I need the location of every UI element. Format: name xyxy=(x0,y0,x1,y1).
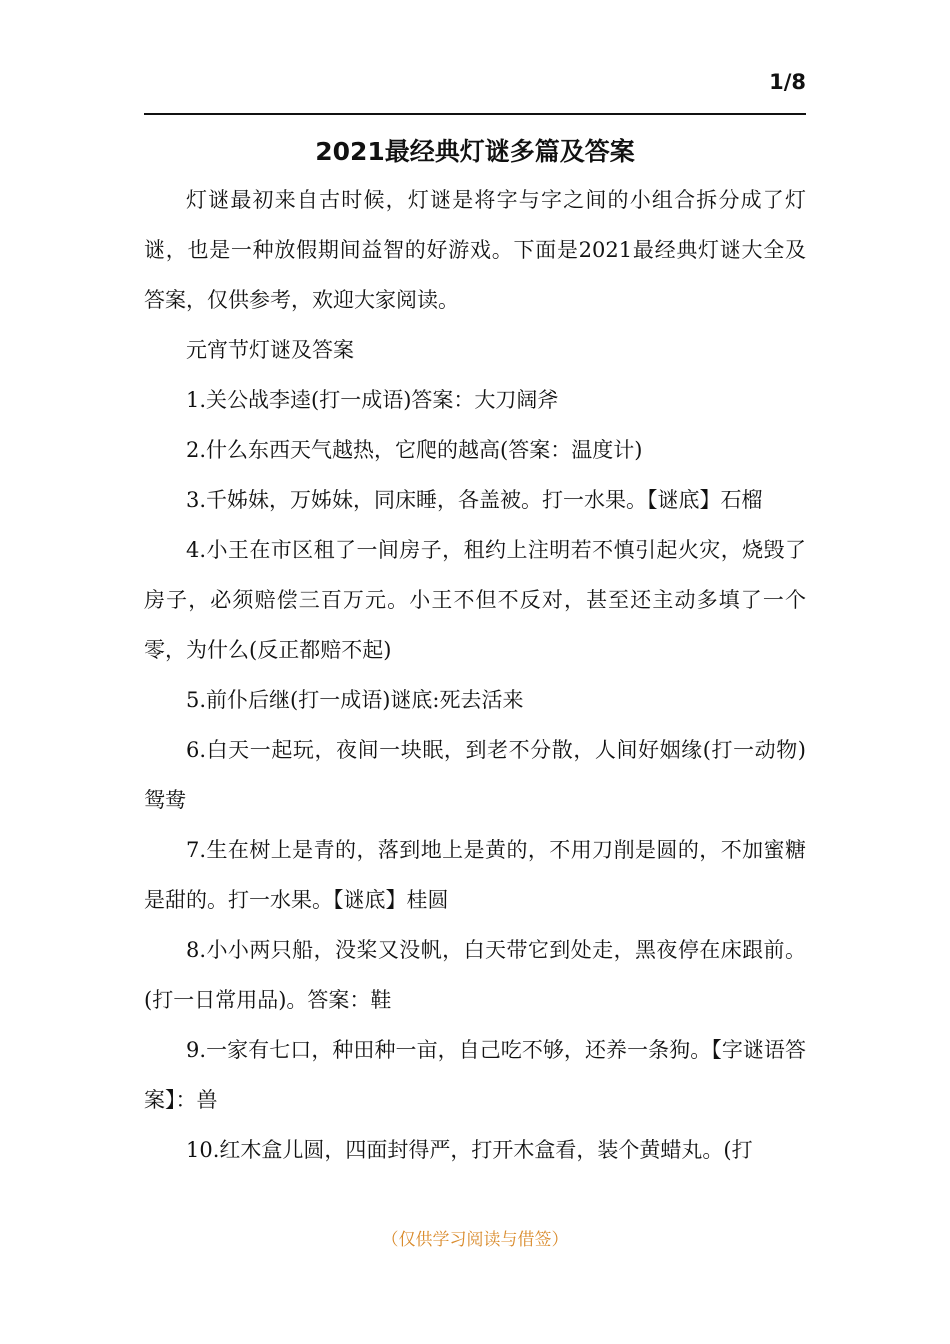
footer-note: （仅供学习阅读与借签） xyxy=(381,1230,569,1250)
page-number: 1/8 xyxy=(769,70,806,94)
document-title: 2021最经典灯谜多篇及答案 xyxy=(315,137,635,166)
riddle-item: 7.生在树上是青的，落到地上是黄的，不用刀削是圆的，不加蜜糖是甜的。打一水果。【谜底】桂圆 xyxy=(144,838,806,912)
header-divider xyxy=(144,113,806,115)
document-body xyxy=(144,175,806,1175)
riddle-item: 5.前仆后继(打一成语)谜底:死去活来 xyxy=(186,688,524,712)
riddle-item: 10.红木盒儿圆，四面封得严，打开木盒看，装个黄蜡丸。(打 xyxy=(186,1138,753,1162)
riddle-item: 2.什么东西天气越热，它爬的越高(答案：温度计) xyxy=(186,438,643,462)
section-heading: 元宵节灯谜及答案 xyxy=(186,338,354,362)
riddle-item: 9.一家有七口，种田种一亩，自己吃不够，还养一条狗。【字谜语答案】：兽 xyxy=(144,1038,806,1112)
intro-paragraph: 灯谜最初来自古时候，灯谜是将字与字之间的小组合拆分成了灯谜，也是一种放假期间益智的好游戏。下面是2021最经典灯谜大全及答案，仅供参考，欢迎大家阅读。 xyxy=(144,188,806,312)
riddle-item: 8.小小两只船，没桨又没帆，白天带它到处走，黑夜停在床跟前。(打一日常用品)。答案：鞋 xyxy=(144,938,806,1012)
riddle-item: 1.关公战李逵(打一成语)答案：大刀阔斧 xyxy=(186,388,559,412)
riddle-item: 3.千姊妹，万姊妹，同床睡，各盖被。打一水果。【谜底】石榴 xyxy=(186,488,763,512)
riddle-item: 4.小王在市区租了一间房子，租约上注明若不慎引起火灾，烧毁了房子，必须赔偿三百万元。小王不但不反对，甚至还主动多填了一个零，为什么(反正都赔不起) xyxy=(144,538,806,662)
riddle-item: 6.白天一起玩，夜间一块眠，到老不分散，人间好姻缘(打一动物)鸳鸯 xyxy=(144,738,806,812)
